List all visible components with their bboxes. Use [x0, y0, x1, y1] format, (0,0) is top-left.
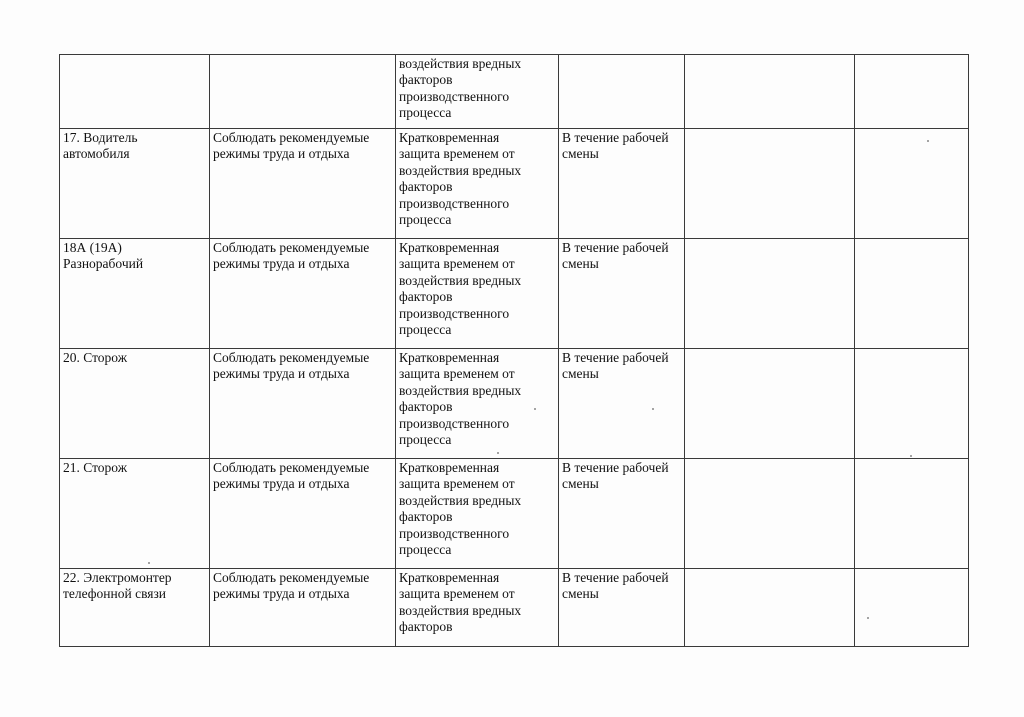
cell-deadline	[559, 55, 685, 129]
scan-speck	[927, 140, 929, 142]
cell-measure: Соблюдать рекомендуемые режимы труда и отдыха	[210, 349, 396, 459]
cell-note	[855, 129, 969, 239]
cell-purpose: воздействия вредных факторов производственного процесса	[396, 55, 559, 129]
cell-responsible	[685, 349, 855, 459]
scan-speck	[148, 562, 150, 564]
cell-note	[855, 55, 969, 129]
scan-speck	[497, 452, 499, 454]
cell-deadline: В течение рабочей смены	[559, 349, 685, 459]
scan-speck	[652, 408, 654, 410]
cell-purpose: Кратковременная защита временем от воздействия вредных факторов производственного процесса	[396, 349, 559, 459]
scan-speck	[534, 408, 536, 410]
cell-measure: Соблюдать рекомендуемые режимы труда и отдыха	[210, 239, 396, 349]
cell-position: 20. Сторож	[60, 349, 210, 459]
cell-note	[855, 239, 969, 349]
cell-purpose: Кратковременная защита временем от воздействия вредных факторов производственного процесса	[396, 239, 559, 349]
cell-responsible	[685, 55, 855, 129]
cell-position: 18А (19А) Разнорабочий	[60, 239, 210, 349]
cell-position: 22. Электромонтер телефонной связи	[60, 569, 210, 647]
table-row	[60, 239, 969, 349]
cell-responsible	[685, 239, 855, 349]
cell-position: 17. Водитель автомобиля	[60, 129, 210, 239]
table-row	[60, 349, 969, 459]
measures-table	[59, 54, 969, 647]
table-row	[60, 569, 969, 647]
cell-deadline: В течение рабочей смены	[559, 129, 685, 239]
cell-deadline: В течение рабочей смены	[559, 459, 685, 569]
cell-responsible	[685, 569, 855, 647]
cell-position	[60, 55, 210, 129]
cell-measure: Соблюдать рекомендуемые режимы труда и отдыха	[210, 129, 396, 239]
cell-purpose: Кратковременная защита временем от воздействия вредных факторов производственного процесса	[396, 459, 559, 569]
cell-note	[855, 459, 969, 569]
cell-deadline: В течение рабочей смены	[559, 569, 685, 647]
scan-speck	[867, 617, 869, 619]
table-row	[60, 55, 969, 129]
cell-deadline: В течение рабочей смены	[559, 239, 685, 349]
cell-measure: Соблюдать рекомендуемые режимы труда и отдыха	[210, 569, 396, 647]
cell-note	[855, 349, 969, 459]
cell-position: 21. Сторож	[60, 459, 210, 569]
cell-responsible	[685, 459, 855, 569]
cell-note	[855, 569, 969, 647]
scan-speck	[910, 455, 912, 457]
cell-measure: Соблюдать рекомендуемые режимы труда и отдыха	[210, 459, 396, 569]
table-row	[60, 459, 969, 569]
table-row	[60, 129, 969, 239]
cell-purpose: Кратковременная защита временем от воздействия вредных факторов	[396, 569, 559, 647]
cell-responsible	[685, 129, 855, 239]
cell-purpose: Кратковременная защита временем от воздействия вредных факторов производственного процесса	[396, 129, 559, 239]
cell-measure	[210, 55, 396, 129]
